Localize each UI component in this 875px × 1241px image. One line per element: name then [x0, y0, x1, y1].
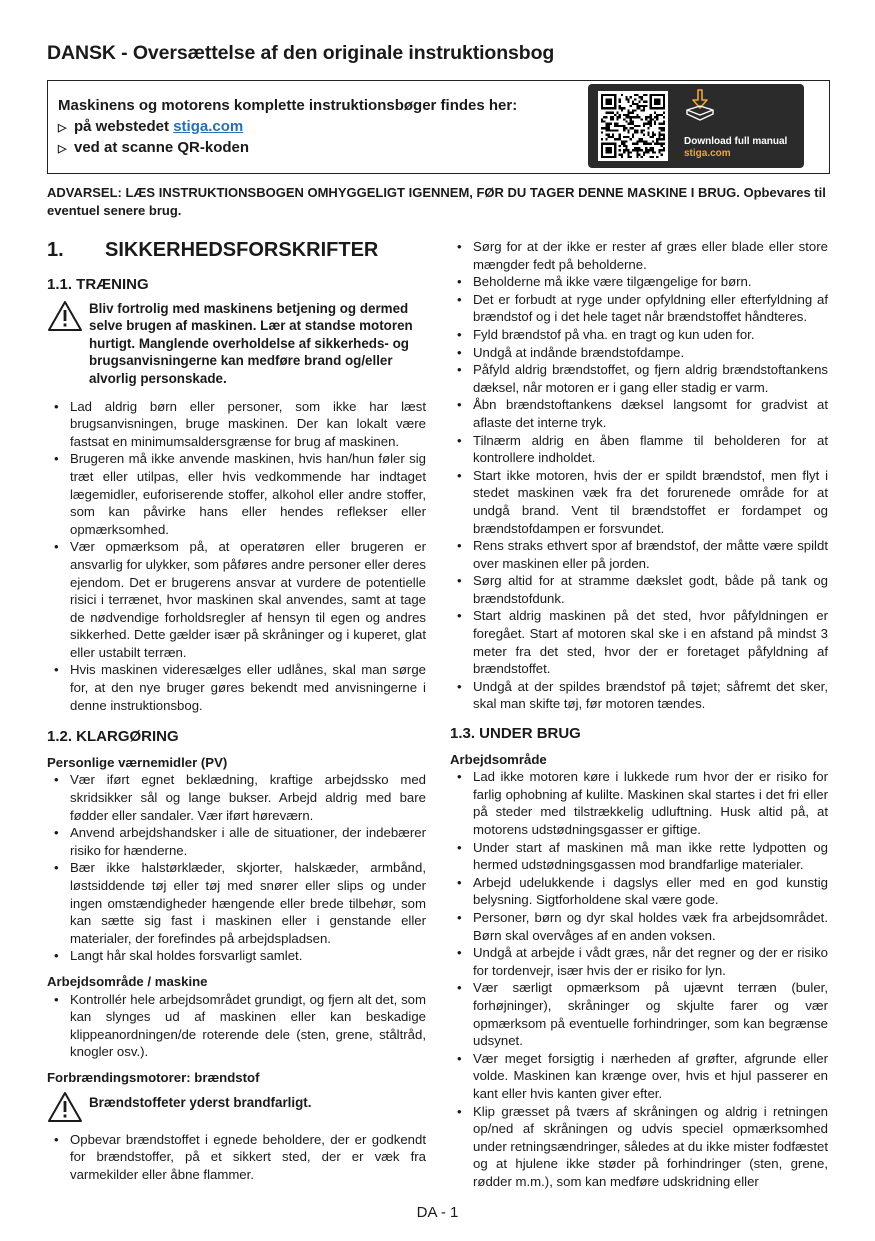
- section-1-1-title: 1.1. TRÆNING: [47, 276, 149, 293]
- fuel-list-right: [450, 238, 828, 713]
- fuel-list-left: [47, 1131, 426, 1184]
- fuel-item: • Rens straks ethvert spor af brændstof, der måtte være spildt over maskinen eller på jorden.: [450, 537, 828, 572]
- qr-code-icon[interactable]: [598, 91, 668, 161]
- section-1-title: SIKKERHEDSFORSKRIFTER: [105, 239, 379, 262]
- fuel-item: • Undgå at der spildes brændstof på tøjet; såfremt det sker, skal man skifte tøj, før motoren tændes.: [450, 678, 828, 713]
- download-manual-site: stiga.com: [684, 148, 731, 159]
- fuel-title: Forbrændingsmotorer: brændstof: [47, 1069, 260, 1085]
- fuel-item: • Undgå at indånde brændstofdampe.: [450, 344, 828, 362]
- work-area-item: • Vær meget forsigtig i nærheden af grøfter, afgrunde eller volde. Maskinen kan krænge over, hvis et hjul passerer en kant eller hvis kanten giver efter.: [450, 1050, 828, 1103]
- triangle-right-icon: ▷: [58, 143, 67, 155]
- training-warning: [47, 300, 426, 388]
- fuel-item: • Start aldrig maskinen på det sted, hvor påfyldningen er foregået. Start af motoren skal ske i en afstand på mindst 3 meter fra det sted, hvor der er foretaget påfyldning af brændstoffet.: [450, 607, 828, 677]
- training-warning-text: Bliv fortrolig med maskinens betjening og dermed selve brugen af maskinen. Lær at standse motoren hurtigt. Manglende overholdelse af sikkerheds- og brugsanvisningerne kan medføre brand og/eller alvorlig personskade.: [89, 300, 413, 386]
- download-manual-card[interactable]: [588, 84, 804, 168]
- fuel-item: • Start ikke motoren, hvis der er spildt brændstof, men flyt i stedet maskinen væk fra det forurenede område for at undgå brand. Vent til brændstoffet er fordampet og brændstofdampen er forsvundet.: [450, 467, 828, 537]
- work-area-item: • Arbejd udelukkende i dagslys eller med en god kunstig belysning. Sigtforholdene skal være gode.: [450, 874, 828, 909]
- fuel-item: • Sørg for at der ikke er rester af græs eller blade eller store mængder fedt på beholderne.: [450, 238, 828, 273]
- work-area-title: Arbejdsområde: [450, 751, 547, 767]
- area-machine-item: • Kontrollér hele arbejdsområdet grundigt, og fjern alt det, som kan slynges ud af maskinen eller kan beskadige klippeanordningen/de roterende dele (sten, grene, ståltråd, knogler osv.).: [47, 991, 426, 1061]
- qr-code-graphic: [601, 94, 665, 158]
- read-manual-warning: ADVARSEL: LÆS INSTRUKTIONSBOGEN OMHYGGELIGT IGENNEM, FØR DU TAGER DENNE MASKINE I BRUG. Opbevares til eventuel senere brug.: [47, 185, 826, 218]
- ppe-item: • Anvend arbejdshandsker i alle de situationer, der indebærer risiko for hænderne.: [47, 824, 426, 859]
- info-qr-text: ved at scanne QR-koden: [74, 139, 250, 156]
- download-manual-text: [684, 136, 787, 160]
- stiga-website-link[interactable]: stiga.com: [173, 117, 244, 135]
- training-item: • Hvis maskinen videresælges eller udlånes, skal man sørge for, at den nye bruger gøres bekendt med anvisningerne i denne instruktionsbog.: [47, 661, 426, 714]
- work-area-item: • Personer, børn og dyr skal holdes væk fra arbejdsområdet. Børn skal overvåges af en anden voksen.: [450, 909, 828, 944]
- fuel-warning: [47, 1091, 426, 1123]
- ppe-list: [47, 771, 426, 965]
- download-manual-title: Download full manual: [684, 136, 788, 147]
- fuel-item: • Åbn brændstoftankens dæksel langsomt for gradvist at aflaste det interne tryk.: [450, 396, 828, 431]
- page-title: DANSK - Oversættelse af den originale instruktionsbog: [47, 42, 555, 64]
- triangle-right-icon: ▷: [58, 121, 67, 134]
- fuel-item: • Påfyld aldrig brændstoffet, og fjern aldrig brændstoftankens dæksel, når motoren er i gang eller stadig er varm.: [450, 361, 828, 396]
- work-area-item: • Vær særligt opmærksom på ujævnt terræn (buler, forhøjninger), skråninger og skjulte farer og vær opmærksom på eventuelle forhindringer, som kan begrænse udsynet.: [450, 979, 828, 1049]
- section-1-3-title: 1.3. UNDER BRUG: [450, 725, 581, 743]
- section-1-heading: [47, 238, 426, 264]
- fuel-item: • Det er forbudt at ryge under opfyldning eller efterfyldning af brændstof og i det hele taget når brændstoffet håndteres.: [450, 291, 828, 326]
- fuel-item: • Opbevar brændstoffet i egnede beholdere, der er godkendt for brændstoffer, på et sikkert sted, der er væk fra varmekilder eller åbne flammer.: [47, 1131, 426, 1184]
- info-text: [58, 96, 517, 160]
- fuel-warning-text: Brændstoffeter yderst brandfarligt.: [89, 1094, 312, 1110]
- work-area-item: • Undgå at arbejde i vådt græs, når det regner og der er risiko for tordenvejr, især hvis der er risiko for lyn.: [450, 944, 828, 979]
- training-item: • Brugeren må ikke anvende maskinen, hvis han/hun føler sig træt eller utilpas, eller hvis vedkommende har indtaget lægemidler, euforiserende stoffer, alkohol eller andre stoffer, som kan påvirke hans eller hendes reflekser eller opmærksomhed.: [47, 450, 426, 538]
- right-column: [450, 238, 828, 1190]
- section-1-2-title: 1.2. KLARGØRING: [47, 728, 179, 746]
- warning-triangle-icon: [47, 1091, 83, 1123]
- training-item: • Vær opmærksom på, at operatøren eller brugeren er ansvarlig for ulykker, som påføres andre personer eller deres ejendom. Det er brugerens ansvar at vurdere de potentielle risici i terrænet, hvor maskinen skal anvendes, samt at tage de nødvendige forholdsregler af hensyn til egen og andres sikkerhed. Dette gælder især på skråninger og i kuperet, glat eller ustabilt terræn.: [47, 538, 426, 661]
- fuel-item: • Sørg altid for at stramme dækslet godt, både på tank og brændstofdunk.: [450, 572, 828, 607]
- info-web-prefix: på webstedet: [74, 117, 170, 135]
- ppe-item: • Bær ikke halstørklæder, skjorter, halskæder, armbånd, løstsiddende tøj eller tøj med snører eller slips og under ingen omstændigheder hængende eller brede tilbehør, som kan sætte sig fast i maskinen eller i genstande eller materialer, der forefindes på arbejdspladsen.: [47, 859, 426, 947]
- work-area-item: • Under start af maskinen må man ikke rette lydpotten og hermed udstødningsgassen mod brandfarlige materialer.: [450, 839, 828, 874]
- fuel-item: • Tilnærm aldrig en åben flamme til beholderen for at kontrollere indholdet.: [450, 432, 828, 467]
- info-qr-line: [58, 138, 517, 160]
- ppe-item: • Vær iført egnet beklædning, kraftige arbejdssko med skridsikker sål og lange bukser. Arbejd aldrig med bare fødder eller sandaler. Vær iført høreværn.: [47, 771, 426, 824]
- info-web-line: [58, 117, 517, 139]
- ppe-item: • Langt hår skal holdes forsvarligt samlet.: [47, 947, 426, 965]
- training-list: [47, 398, 426, 715]
- warning-triangle-icon: [47, 300, 83, 332]
- area-machine-list: [47, 991, 426, 1061]
- section-1-number: 1.: [47, 239, 64, 262]
- fuel-item: • Fyld brændstof på vha. en tragt og kun uden for.: [450, 326, 828, 344]
- download-manual-icon: [684, 88, 716, 122]
- training-item: • Lad aldrig børn eller personer, som ikke har læst brugsanvisningen, bruge maskinen. Der kan lokalt være fastsat en minimumsaldersgrænse for brug af maskinen.: [47, 398, 426, 451]
- left-column: [47, 238, 426, 1183]
- info-heading: Maskinens og motorens komplette instruktionsbøger findes her:: [58, 97, 518, 114]
- fuel-item: • Beholderne må ikke være tilgængelige for børn.: [450, 273, 828, 291]
- manual-info-box: [47, 80, 830, 174]
- page-number: DA - 1: [416, 1204, 459, 1221]
- work-area-item: • Lad ikke motoren køre i lukkede rum hvor der er risiko for farlig ophobning af kulilte. Maskinen skal startes i det fri eller på steder med tilstrækkelig udluftning. Husk altid på, at motorens udstødningsgasser er giftige.: [450, 768, 828, 838]
- work-area-item: • Klip græsset på tværs af skråningen og aldrig i retningen op/ned af skråningen og udvis speciel opmærksomhed under retningsændringer, således at du ikke mister fodfæstet og at hjulene ikke støder på forhindringer (sten, grene, rødder m.m.), som kan medføre udskridning eller: [450, 1103, 828, 1191]
- ppe-title: Personlige værnemidler (PV): [47, 754, 228, 770]
- area-machine-title: Arbejdsområde / maskine: [47, 973, 208, 989]
- work-area-list: [450, 768, 828, 1190]
